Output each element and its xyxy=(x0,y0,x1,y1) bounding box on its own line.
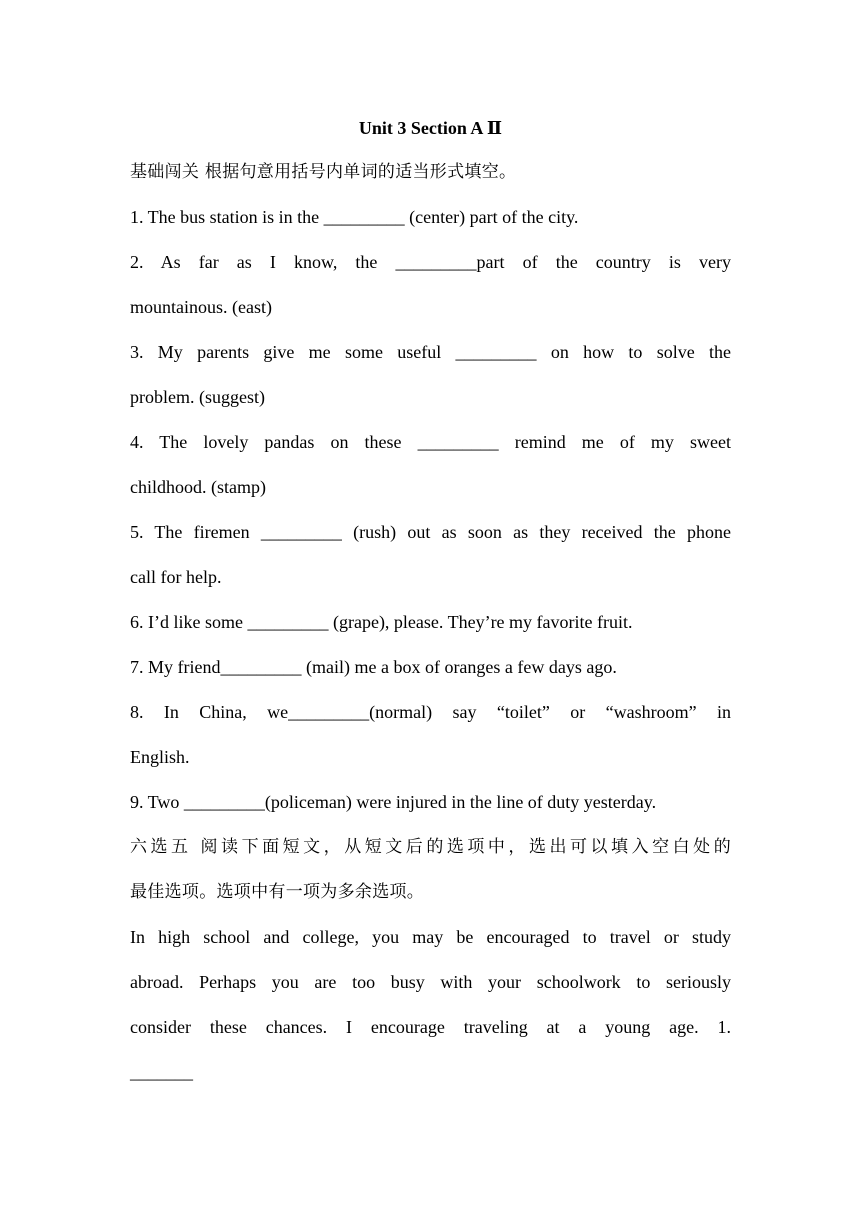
section-heading-reading-line-2: 最佳选项。选项中有一项为多余选项。 xyxy=(130,882,425,902)
exercise-item-3-line-1: 3. My parents give me some useful _________ on how to solve the xyxy=(130,342,731,362)
passage-answer-blank-1: _______ xyxy=(130,1062,193,1082)
exercise-item-2-line-1: 2. As far as I know, the _________part of the country is very xyxy=(130,252,731,272)
section-heading-fill-blanks: 基础闯关 根据句意用括号内单词的适当形式填空。 xyxy=(130,162,517,182)
exercise-item-5-line-2: call for help. xyxy=(130,567,222,587)
section-heading-reading-line-1: 六选五 阅读下面短文，从短文后的选项中，选出可以填入空白处的 xyxy=(130,837,731,857)
passage-line-2: abroad. Perhaps you are too busy with your schoolwork to seriously xyxy=(130,972,731,992)
exercise-item-2-line-2: mountainous. (east) xyxy=(130,297,272,317)
exercise-item-1: 1. The bus station is in the _________ (center) part of the city. xyxy=(130,207,579,227)
exercise-item-6: 6. I’d like some _________ (grape), please. They’re my favorite fruit. xyxy=(130,612,633,632)
exercise-item-3-line-2: problem. (suggest) xyxy=(130,387,265,407)
exercise-item-8-line-2: English. xyxy=(130,747,190,767)
exercise-item-4-line-2: childhood. (stamp) xyxy=(130,477,266,497)
exercise-item-8-line-1: 8. In China, we_________(normal) say “toilet” or “washroom” in xyxy=(130,702,731,722)
exercise-item-7: 7. My friend_________ (mail) me a box of oranges a few days ago. xyxy=(130,657,617,677)
exercise-item-5-line-1: 5. The firemen _________ (rush) out as soon as they received the phone xyxy=(130,522,731,542)
exercise-item-4-line-1: 4. The lovely pandas on these _________ remind me of my sweet xyxy=(130,432,731,452)
page-title: Unit 3 Section A Ⅱ xyxy=(358,118,503,138)
passage-line-1: In high school and college, you may be encouraged to travel or study xyxy=(130,927,731,947)
passage-line-3: consider these chances. I encourage traveling at a young age. 1. xyxy=(130,1017,731,1037)
exercise-item-9: 9. Two _________(policeman) were injured in the line of duty yesterday. xyxy=(130,792,657,812)
